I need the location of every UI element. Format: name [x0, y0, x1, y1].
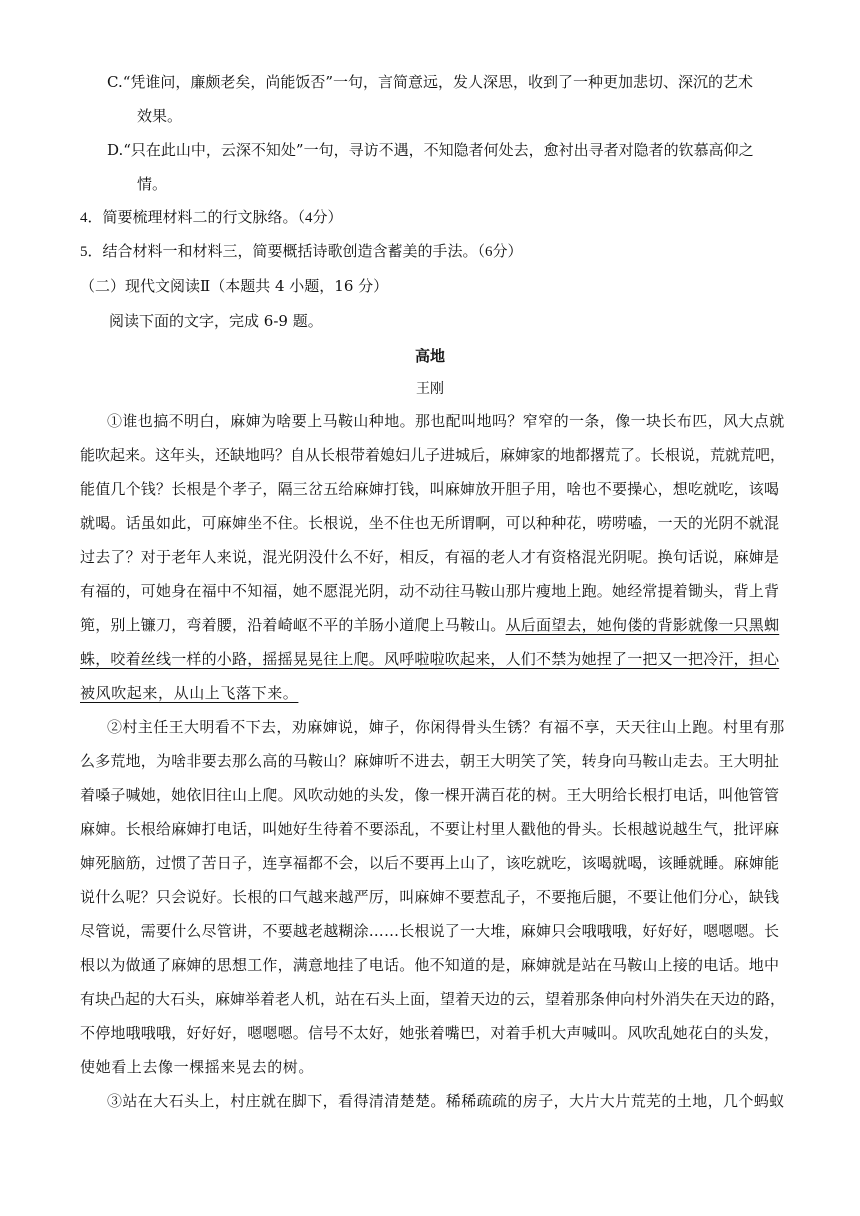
section-instruction: 阅读下面的文字，完成 6-9 题。: [109, 312, 323, 330]
p1-line-with-underline: [80, 615, 779, 635]
option-c-line2: 效果。: [137, 107, 183, 125]
p1-line: 过去了？对于老年人来说，混光阴没什么不好，相反，有福的老人才有资格混光阴呢。换句话说，麻婶是: [80, 548, 780, 566]
p2-line: ②村主任王大明看不下去，劝麻婶说，婶子，你闲得骨头生锈？有福不享，天天往山上跑。村里有那: [107, 718, 785, 736]
underlined-passage: 从后面望去，她佝偻的背影就像一只黑蜘: [505, 616, 780, 634]
underlined-passage: 蛛，咬着丝线一样的小路，摇摇晃晃往上爬。风呼啦啦吹起来，人们不禁为她捏了一把又一把冷汗，担心: [80, 650, 780, 668]
article-title: 高地: [414, 347, 445, 365]
p3-line: ③站在大石头上，村庄就在脚下，看得清清楚楚。稀稀疏疏的房子，大片大片荒芜的土地，几个蚂蚁: [107, 1092, 785, 1110]
article-author: 王刚: [416, 381, 444, 397]
p1-line: 能值几个钱？长根是个孝子，隔三岔五给麻婶打钱，叫麻婶放开胆子用，啥也不要操心，想吃就吃，该喝: [80, 480, 780, 498]
underlined-passage: 被风吹起来，从山上飞落下来。: [80, 684, 299, 702]
p2-line: 使她看上去像一棵摇来晃去的树。: [80, 1058, 315, 1076]
p2-line: 婶死脑筋，过惯了苦日子，连享福都不会，以后不要再上山了，该吃就吃，该喝就喝，该睡就睡。麻婶能: [80, 854, 780, 872]
p2-line: 着嗓子喊她，她依旧往山上爬。风吹动她的头发，像一棵开满百花的树。王大明给长根打电话，叫他管管: [80, 786, 780, 804]
p1-line: ①谁也搞不明白，麻婶为啥要上马鞍山种地。那也配叫地吗？窄窄的一条，像一块长布匹，风大点就: [107, 412, 785, 430]
p2-line: 有块凸起的大石头，麻婶举着老人机，站在石头上面，望着天边的云，望着那条伸向村外消失在天边的路，: [80, 990, 786, 1008]
question-5: 5．结合材料一和材料三，简要概括诗歌创造含蓄美的手法。（6分）: [80, 244, 523, 260]
question-4: 4．简要梳理材料二的行文脉络。（4分）: [80, 210, 343, 226]
section-heading: （二）现代文阅读Ⅱ（本题共 4 小题，16 分）: [80, 277, 389, 295]
p1-line: 就喝。话虽如此，可麻婶坐不住。长根说，坐不住也无所谓啊，可以种种花，唠唠嗑，一天的光阴不就混: [80, 514, 780, 532]
p1-line: 有福的，可她身在福中不知福，她不愿混光阴，动不动往马鞍山那片瘦地上跑。她经常提着锄头，背上背: [80, 582, 780, 600]
p2-line: 根以为做通了麻婶的思想工作，满意地挂了电话。他不知道的是，麻婶就是站在马鞍山上接的电话。地中: [80, 956, 780, 974]
p2-line: 说什么呢？只会说好。长根的口气越来越严厉，叫麻婶不要惹乱子，不要拖后腿，不要让他们分心，缺钱: [80, 888, 780, 906]
p2-line: 么多荒地，为啥非要去那么高的马鞍山？麻婶听不进去，朝王大明笑了笑，转身向马鞍山走去。王大明扯: [80, 752, 780, 770]
p2-line: 麻婶。长根给麻婶打电话，叫她好生待着不要添乱，不要让村里人戳他的骨头。长根越说越生气，批评麻: [80, 820, 780, 838]
p2-line: 不停地哦哦哦，好好好，嗯嗯嗯。信号不太好，她张着嘴巴，对着手机大声喊叫。风吹乱她花白的头发，: [80, 1024, 780, 1042]
p1-line: 能吹起来。这年头，还缺地吗？自从长根带着媳妇儿子进城后，麻婶家的地都撂荒了。长根说，荒就荒吧，: [80, 446, 786, 464]
option-d-line2: 情。: [137, 175, 168, 193]
p1-line-text: 篼，别上镰刀，弯着腰，沿着崎岖不平的羊肠小道爬上马鞍山。: [80, 616, 506, 634]
option-d-line1: D.“只在此山中，云深不知处”一句，寻访不遇，不知隐者何处去，愈衬出寻者对隐者的钦慕高仰之: [107, 141, 754, 159]
p2-line: 尽管说，需要什么尽管讲，不要越老越糊涂……长根说了一大堆，麻婶只会哦哦哦，好好好，嗯嗯嗯。长: [80, 922, 780, 940]
option-c-line1: C.“凭谁问，廉颇老矣，尚能饭否”一句，言简意远，发人深思，收到了一种更加悲切、深沉的艺术: [107, 73, 754, 91]
